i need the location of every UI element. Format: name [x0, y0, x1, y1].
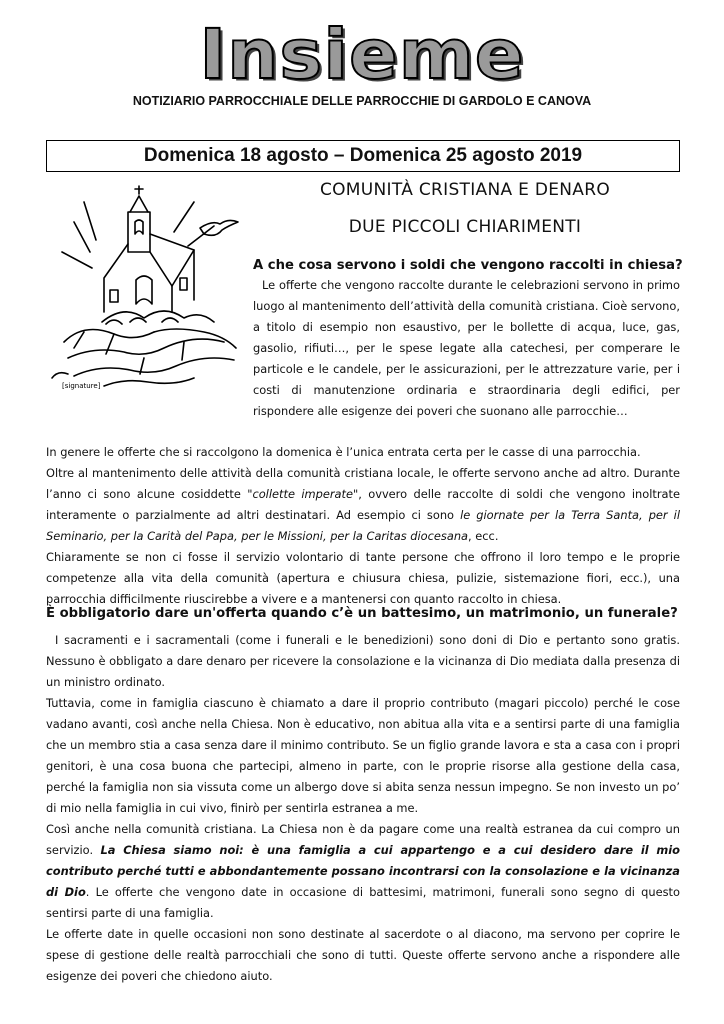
- paragraph: [46, 463, 680, 547]
- paragraph: I sacramenti e i sacramentali (come i funerali e le benedizioni) sono doni di Dio e pertanto sono gratis. Nessuno è obbligato a dare denaro per ricevere la consolazione e la vicinanza di Dio mediata dalla presenza di un ministro ordinato.: [46, 633, 680, 689]
- text-run: . Le offerte che vengono date in occasione di battesimi, matrimoni, funerali sono segno di questo sentirsi parte di una famiglia.: [46, 885, 680, 920]
- text-run: Oltre al mantenimento delle attività della comunità cristiana locale, le offerte servono anche ad altro. Durante l’anno ci sono alcune cosiddette ": [46, 466, 680, 501]
- article-body-part2: [46, 630, 680, 987]
- article-body-part1: [46, 442, 680, 610]
- church-hands-illustration: [44, 182, 244, 394]
- date-range-box: Domenica 18 agosto – Domenica 25 agosto 2019: [46, 140, 680, 172]
- text-run: , ecc.: [468, 529, 499, 543]
- newsletter-subtitle: NOTIZIARIO PARROCCHIALE DELLE PARROCCHIE DI GARDOLO E CANOVA: [132, 94, 592, 108]
- italic-run: le giornate per la Terra Santa, per il Seminario, per la Carità del Papa, per le Missioni, per la Caritas diocesana: [46, 508, 680, 543]
- masthead: [0, 14, 724, 94]
- newsletter-logo: Insieme: [199, 14, 525, 94]
- article-title-line2: DUE PICCOLI CHIARIMENTI: [348, 217, 582, 237]
- question-2-heading: È obbligatorio dare un'offerta quando c’è un battesimo, un matrimonio, un funerale?: [46, 606, 678, 621]
- paragraph: Le offerte che vengono raccolte durante le celebrazioni servono in primo luogo al mantenimento dell’attività della comunità cristiana. Cioè servono, a titolo di esempio non esaustivo, per le bollette di acqua, luce, gas, gasolio, rifiuti…, per le spese legate alla catechesi, per comperare le particole e le candele, per le assicurazioni, per le attrezzature varie, per i costi di manutenzione ordinaria e straordinaria degli edifici, per rispondere alle esigenze dei poveri che suonano alle parrocchie…: [253, 278, 680, 418]
- paragraph: Chiaramente se non ci fosse il servizio volontario di tante persone che offrono il loro tempo e le proprie competenze alla vita della comunità (apertura e chiusura chiesa, pulizie, sistemazione fiori, ecc.), una parrocchia difficilmente riuscirebbe a vivere e a mantenersi con quanto raccolto in chiesa.: [46, 550, 680, 606]
- paragraph: In genere le offerte che si raccolgono la domenica è l’unica entrata certa per le casse di una parrocchia.: [46, 445, 641, 459]
- bold-italic-run: La Chiesa siamo noi: è una famiglia a cui appartengo e a cui desidero dare il mio contributo perché tutti e abbondantemente possano incontrarsi con la consolazione e la vicinanza di Dio: [46, 843, 680, 899]
- question-1-heading: A che cosa servono i soldi che vengono raccolti in chiesa?: [253, 258, 683, 273]
- text-run: Così anche nella comunità cristiana. La Chiesa non è da pagare come una realtà estranea da cui compro un servizio.: [46, 822, 680, 857]
- paragraph: Le offerte date in quelle occasioni non sono destinate al sacerdote o al diacono, ma servono per coprire le spese di gestione delle realtà parrocchiali che sono di tutti. Queste offerte servono anche a rispondere alle esigenze dei poveri che chiedono aiuto.: [46, 927, 680, 983]
- article-title-line1: COMUNITÀ CRISTIANA E DENARO: [319, 180, 611, 200]
- question-1-answer: [253, 275, 680, 422]
- text-run: ", ovvero delle raccolte di soldi che vengono inoltrate interamente o parzialmente ad altri destinatari. Ad esempio ci sono: [46, 487, 680, 522]
- paragraph: Tuttavia, come in famiglia ciascuno è chiamato a dare il proprio contributo (magari piccolo) perché le cose vadano avanti, così anche nella Chiesa. Non è educativo, non abitua alla vita e a sentirsi parte di una famiglia che un membro stia a casa senza dare il minimo contributo. Se un figlio grande lavora e sta a casa con i propri genitori, è una cosa buona che partecipi, almeno in parte, con le proprie risorse alla gestione della casa, perché la famiglia non sia vissuta come un albergo dove si abita senza nessun impegno. Se non investo un po’ di mio nella famiglia in cui vivo, finirò per sentirla estranea a me.: [46, 696, 680, 815]
- paragraph: [46, 819, 680, 924]
- italic-run: collette imperate: [252, 487, 353, 501]
- svg-text:[signature]: [signature]: [62, 382, 101, 390]
